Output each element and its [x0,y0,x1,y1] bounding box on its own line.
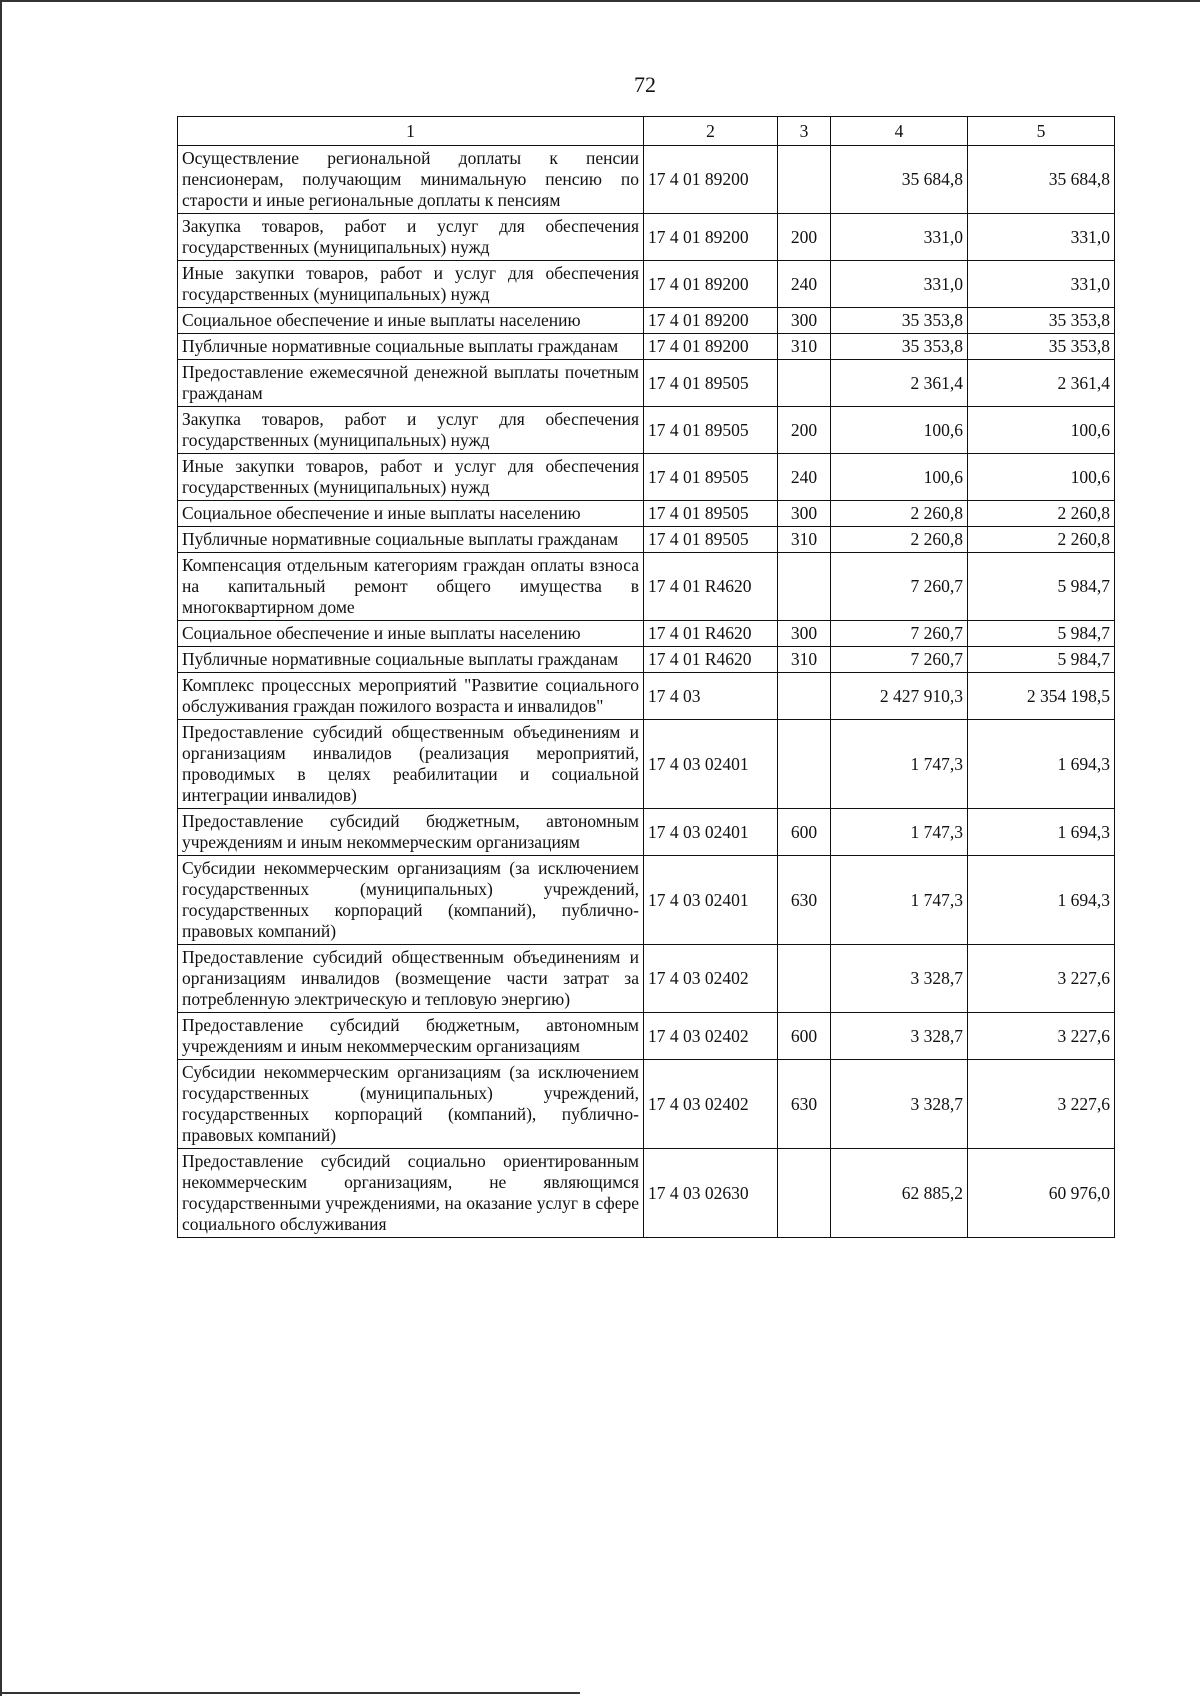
row-code: 17 4 01 89505 [644,501,778,527]
row-sum2: 1 694,3 [968,720,1115,809]
row-sum2: 35 353,8 [968,308,1115,334]
row-code: 17 4 03 02401 [644,720,778,809]
row-name: Субсидии некоммерческим организациям (за исключением государственных (муниципальных) учреждений, государственных корпораций (компаний), публично-правовых компаний) [178,1060,644,1149]
row-sum1: 2 260,8 [831,501,968,527]
row-sum1: 100,6 [831,454,968,501]
table-row [178,1013,1115,1060]
row-sum1: 100,6 [831,407,968,454]
header-col-sum1: 4 [831,117,968,146]
row-sum2: 35 353,8 [968,334,1115,360]
table-row [178,1149,1115,1238]
table-row [178,527,1115,553]
row-vr: 200 [778,214,831,261]
row-name: Предоставление субсидий бюджетным, автономным учреждениям и иным некоммерческим организациям [178,1013,644,1060]
row-name: Социальное обеспечение и иные выплаты населению [178,308,644,334]
row-vr [778,553,831,621]
row-sum1: 7 260,7 [831,621,968,647]
row-sum2: 5 984,7 [968,647,1115,673]
row-vr: 600 [778,809,831,856]
table-row [178,673,1115,720]
row-code: 17 4 01 89505 [644,527,778,553]
row-code: 17 4 03 02402 [644,1013,778,1060]
row-code: 17 4 01 89200 [644,261,778,308]
row-sum2: 2 361,4 [968,360,1115,407]
table-row [178,334,1115,360]
row-sum1: 1 747,3 [831,809,968,856]
row-vr: 300 [778,308,831,334]
row-vr: 310 [778,647,831,673]
row-name: Предоставление ежемесячной денежной выплаты почетным гражданам [178,360,644,407]
row-sum1: 35 353,8 [831,308,968,334]
budget-table [177,116,1115,1238]
scan-left-edge [0,0,2,1696]
header-col-code: 2 [644,117,778,146]
row-sum2: 2 260,8 [968,501,1115,527]
row-vr [778,146,831,214]
row-name: Публичные нормативные социальные выплаты гражданам [178,527,644,553]
table-row [178,1060,1115,1149]
table-row [178,407,1115,454]
row-name: Субсидии некоммерческим организациям (за исключением государственных (муниципальных) учреждений, государственных корпораций (компаний), публично-правовых компаний) [178,856,644,945]
table-row [178,945,1115,1013]
row-sum1: 3 328,7 [831,1060,968,1149]
table-row [178,308,1115,334]
row-code: 17 4 01 89200 [644,308,778,334]
row-name: Закупка товаров, работ и услуг для обеспечения государственных (муниципальных) нужд [178,214,644,261]
row-sum2: 5 984,7 [968,553,1115,621]
row-sum2: 3 227,6 [968,1013,1115,1060]
table-row [178,146,1115,214]
row-sum2: 331,0 [968,214,1115,261]
row-vr: 240 [778,261,831,308]
row-sum2: 1 694,3 [968,856,1115,945]
row-vr [778,720,831,809]
row-code: 17 4 03 02401 [644,856,778,945]
table-row [178,647,1115,673]
scan-bottom-edge [0,1692,580,1694]
table-row [178,360,1115,407]
row-name: Закупка товаров, работ и услуг для обеспечения государственных (муниципальных) нужд [178,407,644,454]
row-name: Компенсация отдельным категориям граждан оплаты взноса на капитальный ремонт общего имущества в многоквартирном доме [178,553,644,621]
header-col-vr: 3 [778,117,831,146]
table-header-row [178,117,1115,146]
row-sum1: 35 684,8 [831,146,968,214]
row-code: 17 4 01 89505 [644,454,778,501]
table-row [178,856,1115,945]
row-sum1: 1 747,3 [831,856,968,945]
row-sum1: 35 353,8 [831,334,968,360]
row-vr [778,673,831,720]
row-sum1: 331,0 [831,214,968,261]
row-sum2: 60 976,0 [968,1149,1115,1238]
row-code: 17 4 01 R4620 [644,621,778,647]
row-sum1: 1 747,3 [831,720,968,809]
table-body [178,146,1115,1238]
row-sum2: 3 227,6 [968,945,1115,1013]
table-row [178,621,1115,647]
row-sum2: 100,6 [968,407,1115,454]
row-sum1: 331,0 [831,261,968,308]
row-sum1: 7 260,7 [831,553,968,621]
row-sum1: 7 260,7 [831,647,968,673]
row-name: Предоставление субсидий общественным объединениям и организациям инвалидов (реализация мероприятий, проводимых в целях реабилитации и социальной интеграции инвалидов) [178,720,644,809]
row-sum2: 5 984,7 [968,621,1115,647]
table-row [178,553,1115,621]
row-code: 17 4 03 02401 [644,809,778,856]
row-vr [778,360,831,407]
row-vr: 200 [778,407,831,454]
row-sum2: 2 260,8 [968,527,1115,553]
scan-top-edge [0,0,1200,2]
row-vr: 300 [778,501,831,527]
row-vr: 630 [778,856,831,945]
row-sum2: 100,6 [968,454,1115,501]
row-sum1: 2 260,8 [831,527,968,553]
row-code: 17 4 01 R4620 [644,647,778,673]
row-code: 17 4 03 [644,673,778,720]
row-code: 17 4 01 R4620 [644,553,778,621]
row-name: Социальное обеспечение и иные выплаты населению [178,621,644,647]
table-row [178,261,1115,308]
row-vr: 600 [778,1013,831,1060]
row-sum2: 331,0 [968,261,1115,308]
row-name: Предоставление субсидий общественным объединениям и организациям инвалидов (возмещение части затрат за потребленную электрическую и тепловую энергию) [178,945,644,1013]
table-row [178,809,1115,856]
row-name: Публичные нормативные социальные выплаты гражданам [178,334,644,360]
row-code: 17 4 03 02402 [644,945,778,1013]
row-code: 17 4 01 89200 [644,146,778,214]
row-sum1: 2 361,4 [831,360,968,407]
header-col-sum2: 5 [968,117,1115,146]
row-sum2: 35 684,8 [968,146,1115,214]
table-row [178,454,1115,501]
row-vr: 310 [778,334,831,360]
row-name: Комплекс процессных мероприятий "Развитие социального обслуживания граждан пожилого возраста и инвалидов" [178,673,644,720]
row-sum2: 1 694,3 [968,809,1115,856]
row-name: Иные закупки товаров, работ и услуг для обеспечения государственных (муниципальных) нужд [178,454,644,501]
row-code: 17 4 03 02402 [644,1060,778,1149]
row-vr [778,1149,831,1238]
row-name: Предоставление субсидий социально ориентированным некоммерческим организациям, не являющимся государственными учреждениями, на оказание услуг в сфере социального обслуживания [178,1149,644,1238]
row-sum2: 3 227,6 [968,1060,1115,1149]
row-vr: 630 [778,1060,831,1149]
header-col-name: 1 [178,117,644,146]
row-code: 17 4 01 89505 [644,360,778,407]
table-row [178,501,1115,527]
row-name: Публичные нормативные социальные выплаты гражданам [178,647,644,673]
row-code: 17 4 03 02630 [644,1149,778,1238]
row-vr: 240 [778,454,831,501]
row-vr: 300 [778,621,831,647]
row-code: 17 4 01 89505 [644,407,778,454]
row-code: 17 4 01 89200 [644,214,778,261]
table-row [178,214,1115,261]
page-number: 72 [634,72,656,97]
row-code: 17 4 01 89200 [644,334,778,360]
row-sum1: 62 885,2 [831,1149,968,1238]
row-name: Осуществление региональной доплаты к пенсии пенсионерам, получающим минимальную пенсию по старости и иные региональные доплаты к пенсиям [178,146,644,214]
row-sum2: 2 354 198,5 [968,673,1115,720]
row-vr [778,945,831,1013]
row-sum1: 3 328,7 [831,1013,968,1060]
row-name: Социальное обеспечение и иные выплаты населению [178,501,644,527]
row-name: Иные закупки товаров, работ и услуг для обеспечения государственных (муниципальных) нужд [178,261,644,308]
row-sum1: 3 328,7 [831,945,968,1013]
row-sum1: 2 427 910,3 [831,673,968,720]
row-vr: 310 [778,527,831,553]
table-row [178,720,1115,809]
row-name: Предоставление субсидий бюджетным, автономным учреждениям и иным некоммерческим организациям [178,809,644,856]
